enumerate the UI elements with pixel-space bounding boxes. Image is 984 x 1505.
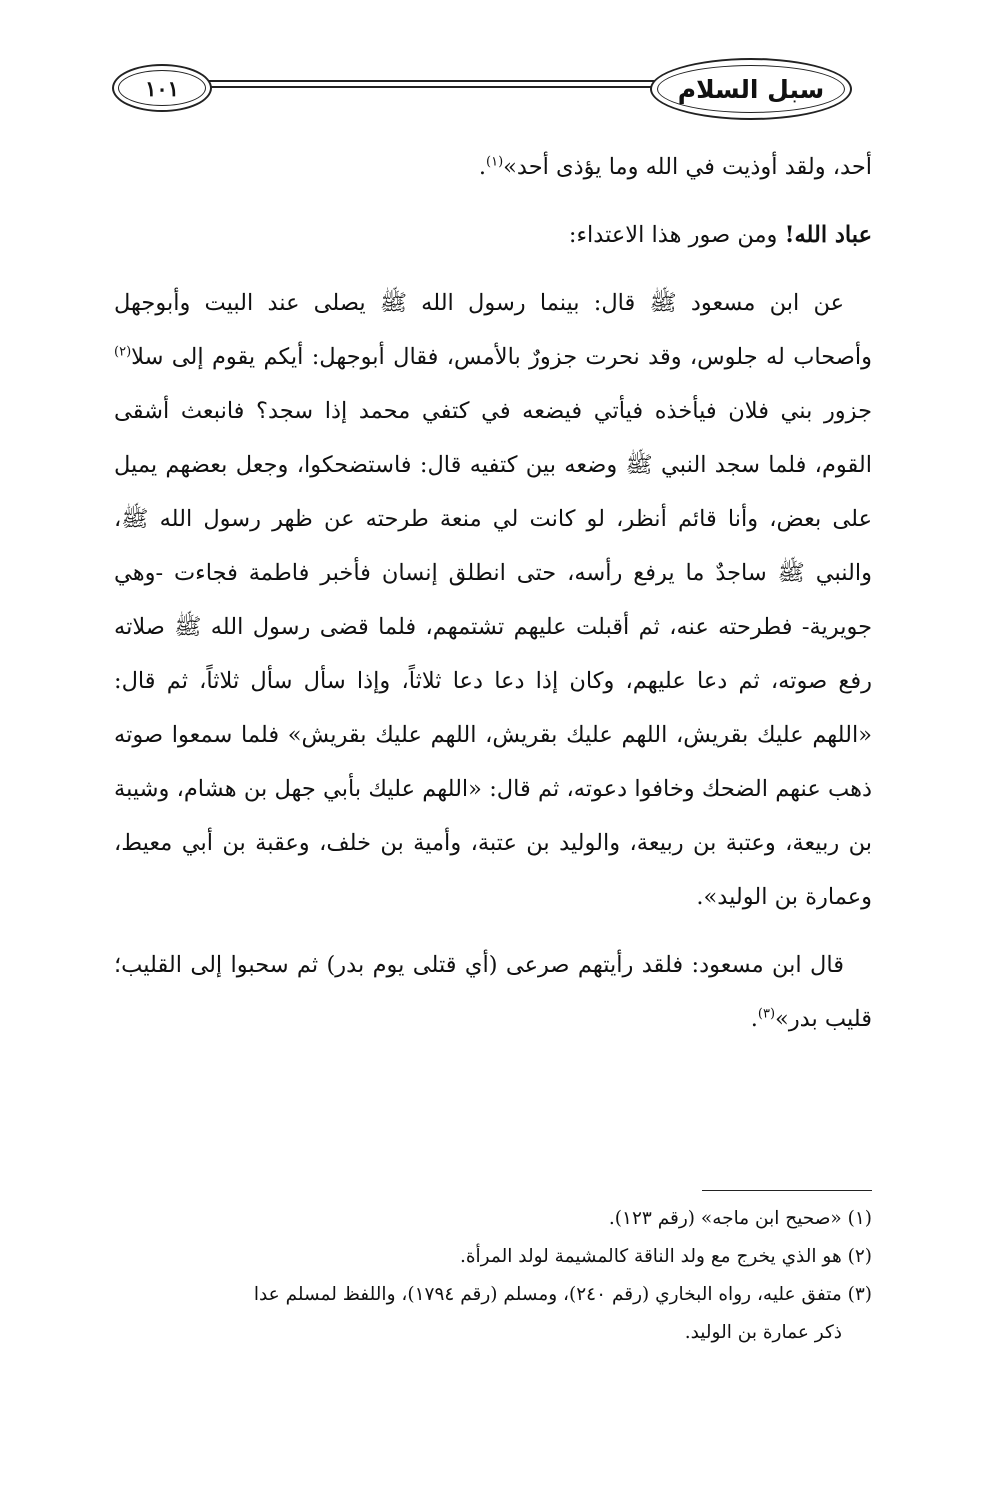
paragraph: [114, 938, 872, 1046]
paragraph: [114, 208, 872, 262]
footnote: (٢) هو الذي يخرج مع ولد الناقة كالمشيمة لولد المرأة.: [459, 1246, 872, 1267]
footnote: (٣) متفق عليه، رواه البخاري (رقم ٢٤٠)، ومسلم (رقم ١٧٩٤)، واللفظ لمسلم عدا: [253, 1284, 872, 1305]
footnote-ref[interactable]: (٢): [114, 344, 132, 360]
paragraph-lead: عباد الله!: [784, 222, 872, 248]
page-header: [112, 58, 852, 126]
footnote-continuation: ذكر عمارة بن الوليد.: [684, 1322, 842, 1343]
footnote: (١) «صحيح ابن ماجه» (رقم ١٢٣).: [608, 1208, 872, 1229]
paragraph-text: أحد، ولقد أوذيت في الله وما يؤذى أحد»: [503, 154, 872, 180]
paragraph-end: .: [750, 1006, 758, 1032]
running-title: سبل السلام: [677, 74, 825, 104]
footnote-separator: [702, 1190, 872, 1191]
footnotes: [114, 1200, 872, 1352]
paragraph: [114, 140, 872, 194]
page-number: ١٠١: [145, 75, 179, 101]
footnote-ref[interactable]: (١): [486, 154, 504, 170]
header-rule: [194, 86, 712, 88]
paragraph-text: عن ابن مسعود ﷺ قال: بينما رسول الله ﷺ يصلى عند البيت وأبوجهل وأصحاب له جلوس، وقد نحرت جزورٌ بالأمس، فقال أبوجهل: أيكم يقوم إلى سلا: [114, 290, 872, 370]
page-number-frame: [112, 64, 212, 112]
main-text: [114, 140, 872, 1060]
paragraph-text: ومن صور هذا الاعتداء:: [568, 222, 785, 248]
footnote-ref[interactable]: (٣): [757, 1006, 776, 1022]
paragraph: [114, 276, 872, 924]
paragraph-text: جزور بني فلان فيأخذه فيأتي فيضعه في كتفي محمد إذا سجد؟ فانبعث أشقى القوم، فلما سجد النبي ﷺ وضعه بين كتفيه قال: فاستضحكوا، وجعل بعضهم يميل على بعض، وأنا قائم أنظر، لو كانت لي منعة طرحته عن ظهر رسول الله ﷺ، والنبي ﷺ ساجدٌ ما يرفع رأسه، حتى انطلق إنسان فأخبر فاطمة فجاءت -وهي جويرية- فطرحته عنه، ثم أقبلت عليهم تشتمهم، فلما قضى رسول الله ﷺ صلاته رفع صوته، ثم دعا عليهم، وكان إذا دعا دعا ثلاثاً، وإذا سأل سأل ثلاثاً، ثم قال: «اللهم عليك بقريش، اللهم عليك بقريش، اللهم عليك بقريش» فلما سمعوا صوته ذهب عنهم الضحك وخافوا دعوته، ثم قال: «اللهم عليك بأبي جهل بن هشام، وشيبة بن ربيعة، وعتبة بن ربيعة، والوليد بن عتبة، وأمية بن خلف، وعقبة بن أبي معيط، وعمارة بن الوليد».: [114, 398, 872, 910]
paragraph-text: قال ابن مسعود: فلقد رأيتهم صرعى (أي قتلى يوم بدر) ثم سحبوا إلى القليب؛ قليب بدر»: [114, 952, 872, 1032]
title-frame: [650, 58, 852, 120]
paragraph-end: .: [478, 154, 486, 180]
header-rule: [194, 80, 712, 82]
